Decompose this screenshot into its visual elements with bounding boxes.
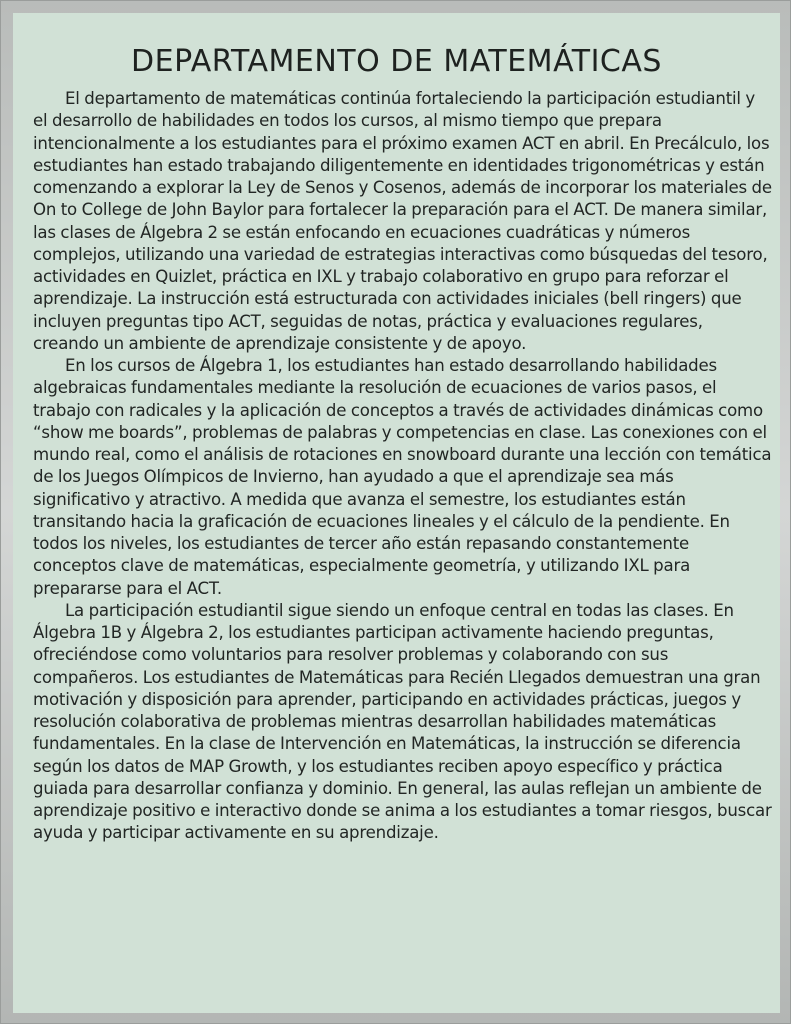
paragraph-participacion: La participación estudiantil sigue siendo un enfoque central en todas las clases. En Álgebra 1B y Álgebra 2, los estudiantes participan activamente haciendo preguntas, ofreciéndose como voluntarios para resolver problemas y colaborando con sus compañeros. Los estudiantes de Matemáticas para Recién Llegados demuestran una gran motivación y disposición para aprender, participando en actividades prácticas, juegos y resolución colaborativa de problemas mientras desarrollan habilidades matemáticas fundamentales. En la clase de Intervención en Matemáticas, la instrucción se diferencia según los datos de MAP Growth, y los estudiantes reciben apoyo específico y práctica guiada para desarrollar confianza y dominio. En general, las aulas reflejan un ambiente de aprendizaje positivo e interactivo donde se anima a los estudiantes a tomar riesgos, buscar ayuda y participar activamente en su aprendizaje.: [33, 600, 772, 843]
paragraph-precalculo-algebra-2: El departamento de matemáticas continúa fortaleciendo la participación estudiantil y el desarrollo de habilidades en todos los cursos, al mismo tiempo que prepara intencionalmente a los estudiantes para el próximo examen ACT en abril. En Precálculo, los estudiantes han estado trabajando diligentemente en identidades trigonométricas y están comenzando a explorar la Ley de Senos y Cosenos, además de incorporar los materiales de On to College de John Baylor para fortalecer la preparación para el ACT. De manera similar, las clases de Álgebra 2 se están enfocando en ecuaciones cuadráticas y números complejos, utilizando una variedad de estrategias interactivas como búsquedas del tesoro, actividades en Quizlet, práctica en IXL y trabajo colaborativo en grupo para reforzar el aprendizaje. La instrucción está estructurada con actividades iniciales (bell ringers) que incluyen preguntas tipo ACT, seguidas de notas, práctica y evaluaciones regulares, creando un ambiente de aprendizaje consistente y de apoyo.: [33, 89, 772, 353]
paragraph-algebra-1: En los cursos de Álgebra 1, los estudiantes han estado desarrollando habilidades algebraicas fundamentales mediante la resolución de ecuaciones de varios pasos, el trabajo con radicales y la aplicación de conceptos a través de actividades dinámicas como “show me boards”, problemas de palabras y competencias en clase. Las conexiones con el mundo real, como el análisis de rotaciones en snowboard durante una lección con temática de los Juegos Olímpicos de Invierno, han ayudado a que el aprendizaje sea más significativo y atractivo. A medida que avanza el semestre, los estudiantes están transitando hacia la graficación de ecuaciones lineales y el cálculo de la pendiente. En todos los niveles, los estudiantes de tercer año están repasando constantemente conceptos clave de matemáticas, especialmente geometría, y utilizando IXL para prepararse para el ACT.: [33, 356, 772, 598]
article-body: [33, 88, 773, 845]
page-title: DEPARTAMENTO DE MATEMÁTICAS: [131, 44, 662, 79]
content-panel: [13, 13, 780, 1013]
